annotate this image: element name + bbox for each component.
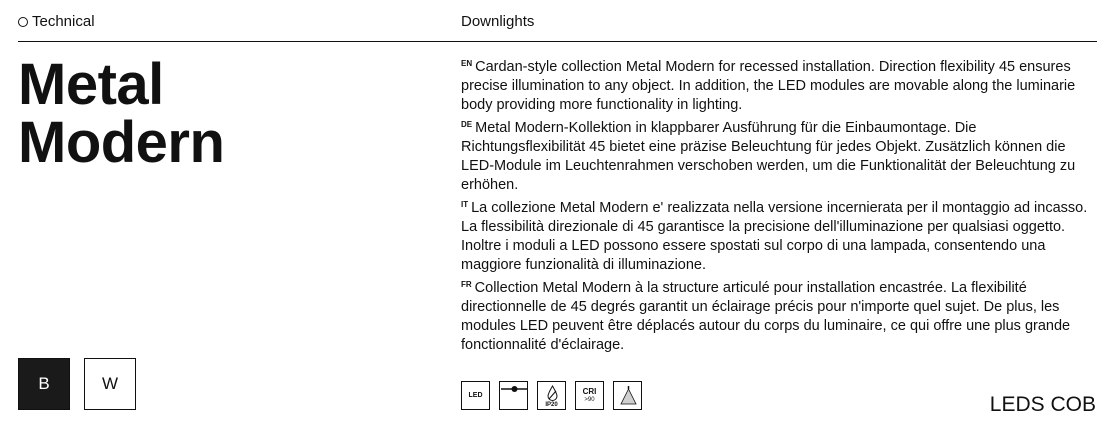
- color-option-white[interactable]: W: [84, 358, 136, 410]
- cri-label: CRI: [582, 386, 597, 396]
- description-en: [461, 54, 1093, 115]
- cri-value: >90: [584, 396, 595, 403]
- product-title-line1: Metal: [18, 52, 164, 117]
- lang-code-fr: FR: [461, 280, 472, 289]
- section-label: [18, 13, 95, 30]
- feature-icons: [461, 381, 642, 410]
- light-source-label: LEDS COB: [989, 393, 1096, 416]
- led-icon: [461, 381, 490, 410]
- cri-icon: [575, 381, 604, 410]
- description-it: [461, 195, 1093, 275]
- description-fr: [461, 275, 1093, 355]
- product-description: [461, 54, 1093, 355]
- recessed-mount-icon: [499, 381, 528, 410]
- product-title-line2: Modern: [18, 110, 225, 175]
- description-de: [461, 115, 1093, 195]
- led-icon-label: LED: [468, 392, 483, 399]
- lang-code-de: DE: [461, 120, 473, 129]
- color-option-black[interactable]: B: [18, 358, 70, 410]
- product-title: [18, 52, 225, 175]
- description-text-de: Metal Modern-Kollektion in klappbarer Ausführung für die Einbaumontage. Die Richtungsflexibilität 45 bietet eine präzise Beleuchtung für jedes Objekt. Zusätzlich können die LED-Module im Leuchtenrahmen verschoben werden, um die Funktionalität der Beleuchtung zu erhöhen.: [461, 120, 1076, 193]
- description-text-it: La collezione Metal Modern e' realizzata nella versione incernierata per il montaggio ad incasso. La flessibilità direzionale di 45 garantisce la precisione dell'illuminazione per qualsiasi oggetto. Inoltre i moduli a LED possono essere spostati sul corpo di una lampada, consentendo una maggiore funzionalità di illuminazione.: [461, 200, 1088, 273]
- description-text-en: Cardan-style collection Metal Modern for recessed installation. Direction flexibility 45 ensures precise illumination to any object. In addition, the LED modules are movable along the luminarie body providing more functionality in lighting.: [461, 59, 1076, 113]
- circle-icon: [18, 17, 28, 27]
- ip-rating-label: IP20: [545, 402, 558, 408]
- lang-code-it: IT: [461, 200, 469, 209]
- section-label-text: Technical: [32, 13, 95, 30]
- description-text-fr: Collection Metal Modern à la structure articulé pour installation encastrée. La flexibilité directionnelle de 45 degrés garantit un éclairage précis pour n'importe quel sujet. De plus, les modules LED peuvent être déplacés autour du corps du luminaire, ce qui offre une plus grande fonctionnalité d'éclairage.: [461, 280, 1071, 353]
- header-divider: [18, 41, 1097, 42]
- beam-angle-icon: [613, 381, 642, 410]
- category-label: Downlights: [461, 13, 535, 30]
- lang-code-en: EN: [461, 59, 473, 68]
- ip-rating-icon: [537, 381, 566, 410]
